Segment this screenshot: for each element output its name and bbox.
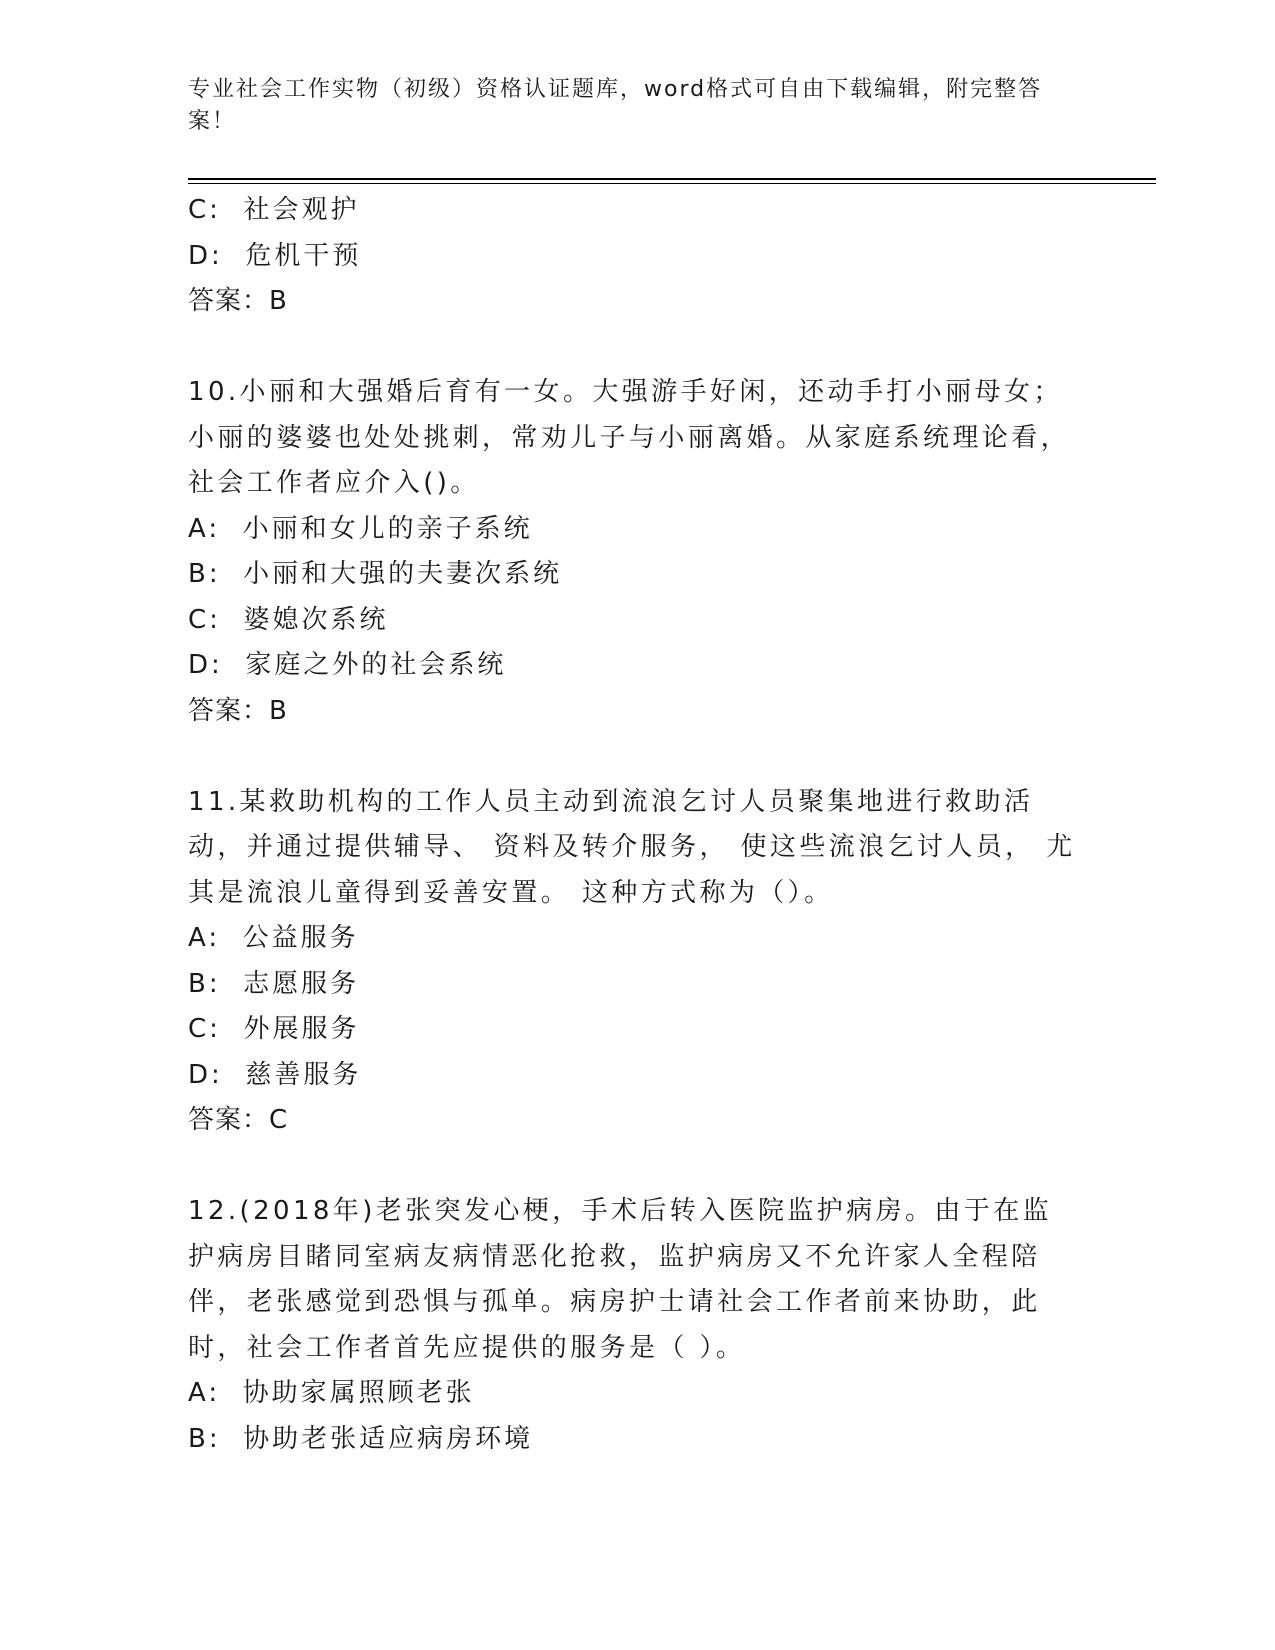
option-separator: : xyxy=(209,604,221,635)
option-label: A xyxy=(188,513,209,544)
answer-line: 答案：C xyxy=(188,1105,289,1135)
option-text: 小丽和女儿的亲子系统 xyxy=(242,513,533,544)
option-line xyxy=(188,598,1078,644)
option-label: A xyxy=(188,923,209,953)
option-text: 危机干预 xyxy=(245,240,362,271)
option-label: A xyxy=(188,1378,209,1408)
answer-line: 答案：B xyxy=(188,286,288,316)
option-separator: : xyxy=(209,1014,221,1044)
option-text: 志愿服务 xyxy=(243,968,360,999)
option-separator: : xyxy=(208,968,221,999)
header-rule-thick xyxy=(188,178,1156,180)
option-text: 公益服务 xyxy=(242,923,359,953)
option-label: B xyxy=(188,559,209,589)
option-label: D xyxy=(188,240,212,271)
option-separator: : xyxy=(211,240,223,271)
option-label: B xyxy=(188,968,209,999)
option-separator: : xyxy=(208,559,221,589)
option-text: 协助老张适应病房环境 xyxy=(243,1423,534,1454)
document-header: 专业社会工作实物（初级）资格认证题库，word格式可自由下载编辑，附完整答案！ xyxy=(188,77,1043,134)
option-line xyxy=(188,552,1078,598)
question-stem: 12.(2018年)老张突发心梗，手术后转入医院监护病房。由于在监护病房目睹同室病友病情恶化抢救，监护病房又不允许家人全程陪伴，老张感觉到恐惧与孤单。病房护士请社会工作者前来协助，此时，社会工作者首先应提供的服务是（ ）。 xyxy=(188,1196,1053,1363)
option-line xyxy=(188,1053,1078,1099)
option-label: D xyxy=(188,650,212,680)
question-stem: 10.小丽和大强婚后育有一女。大强游手好闲，还动手打小丽母女；小丽的婆婆也处处挑刺，常劝儿子与小丽离婚。从家庭系统理论看，社会工作者应介入()。 xyxy=(188,377,1071,498)
option-text: 小丽和大强的夫妻次系统 xyxy=(243,559,563,589)
option-separator: : xyxy=(208,1423,221,1454)
option-text: 协助家属照顾老张 xyxy=(242,1378,475,1408)
option-label: D xyxy=(188,1059,212,1090)
option-text: 婆媳次系统 xyxy=(243,604,389,635)
option-line xyxy=(188,1371,1078,1417)
option-label: B xyxy=(188,1423,209,1454)
header-rule-thin xyxy=(188,183,1156,184)
option-line xyxy=(188,234,1078,280)
question-spacer xyxy=(188,1144,1078,1190)
question-stem: 11.某救助机构的工作人员主动到流浪乞讨人员聚集地进行救助活动，并通过提供辅导、 资料及转介服务， 使这些流浪乞讨人员， 尤其是流浪儿童得到妥善安置。 这种方式称为（）。 xyxy=(188,786,1076,908)
option-text: 外展服务 xyxy=(243,1014,360,1044)
option-separator: : xyxy=(211,650,223,680)
option-label: C xyxy=(188,1014,210,1044)
option-text: 社会观护 xyxy=(243,195,360,225)
option-separator: : xyxy=(208,1378,221,1408)
option-separator: : xyxy=(208,513,221,544)
question-spacer xyxy=(188,734,1078,780)
option-line xyxy=(188,916,1078,962)
option-separator: : xyxy=(209,195,221,225)
option-separator: : xyxy=(211,1059,223,1090)
option-text: 家庭之外的社会系统 xyxy=(245,650,507,680)
question-spacer xyxy=(188,325,1078,371)
option-separator: : xyxy=(208,923,221,953)
option-label: C xyxy=(188,604,210,635)
option-line xyxy=(188,507,1078,553)
option-line xyxy=(188,643,1078,689)
question-content xyxy=(188,188,1078,1462)
option-line xyxy=(188,1007,1078,1053)
option-text: 慈善服务 xyxy=(245,1059,362,1090)
option-line xyxy=(188,188,1078,234)
answer-line: 答案：B xyxy=(188,695,288,726)
option-label: C xyxy=(188,195,210,225)
option-line xyxy=(188,962,1078,1008)
option-line xyxy=(188,1417,1078,1463)
